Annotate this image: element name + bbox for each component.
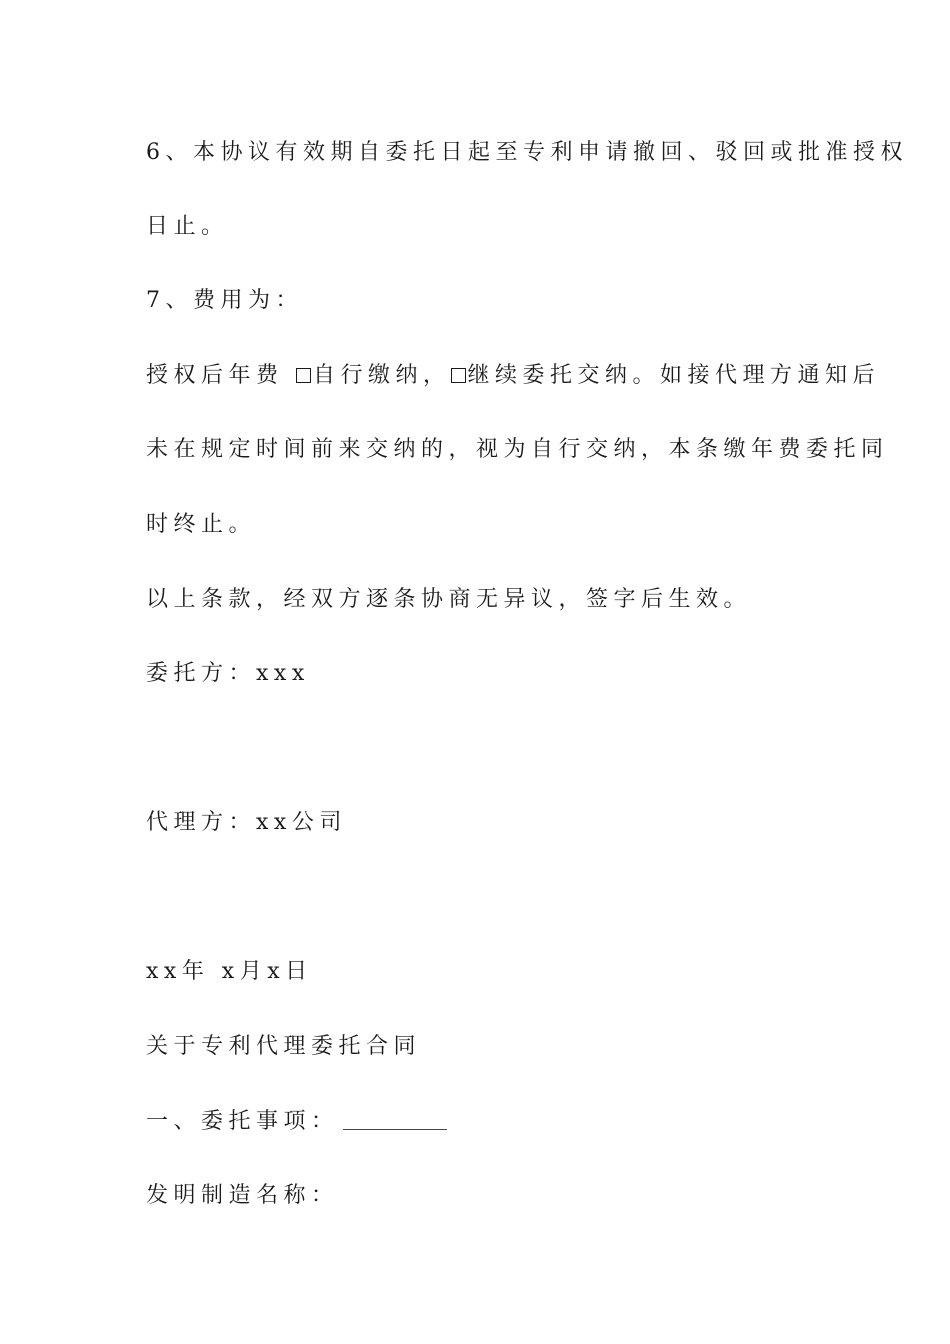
agent-party: 代理方：xx公司 — [146, 810, 347, 835]
fee-options-line — [146, 361, 880, 391]
checkbox-continue-entrust[interactable] — [451, 368, 466, 383]
item1-blank-field[interactable] — [343, 1109, 447, 1130]
closing-statement: 以上条款，经双方逐条协商无异议，签字后生效。 — [146, 587, 752, 612]
second-contract-title: 关于专利代理委托合同 — [146, 1034, 422, 1059]
fee-prefix: 授权后年费 — [146, 363, 296, 388]
fee-line2: 未在规定时间前来交纳的，视为自行交纳，本条缴年费委托同 — [146, 437, 889, 462]
invention-name-label: 发明制造名称： — [146, 1183, 339, 1208]
fee-option-self-pay: 自行缴纳， — [313, 363, 451, 388]
item1-line — [146, 1107, 447, 1137]
checkbox-self-pay[interactable] — [296, 368, 311, 383]
clause6-line2: 日止。 — [146, 214, 229, 239]
clause7-title: 7、费用为： — [146, 288, 303, 313]
fee-line3: 时终止。 — [146, 512, 257, 537]
item1-label: 一、委托事项： — [146, 1109, 339, 1134]
signing-date: xx年 x月x日 — [146, 959, 313, 984]
fee-option-continue-entrust: 继续委托交纳。如接代理方通知后 — [467, 363, 881, 388]
principal-party: 委托方：xxx — [146, 661, 310, 686]
clause6-line1: 6、本协议有效期自委托日起至专利申请撤回、驳回或批准授权 — [146, 140, 908, 165]
